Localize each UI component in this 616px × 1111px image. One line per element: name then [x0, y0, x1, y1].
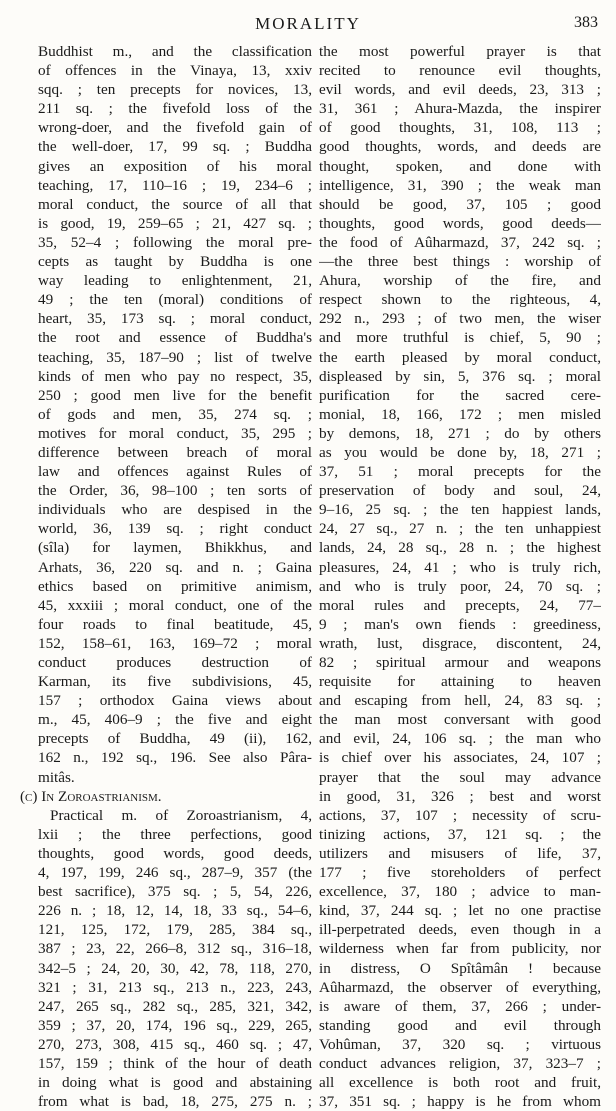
text-line: mitâs.: [38, 768, 75, 786]
text-line: 226 n. ; 18, 12, 14, 18, 33 sq., 54–6,: [38, 902, 312, 920]
text-line: lxii ; the three perfections, good: [38, 825, 312, 843]
text-line: the Order, 36, 98–100 ; ten sorts of: [38, 482, 312, 500]
text-line: monial, 18, 166, 172 ; men misled: [319, 405, 601, 423]
text-line: displeased by sin, 5, 376 sq. ; moral: [319, 367, 601, 385]
text-line: excellence, 37, 180 ; advice to man-: [319, 883, 601, 901]
text-line: 152, 158–61, 163, 169–72 ; moral: [38, 634, 312, 652]
text-line: in doing what is good and abstaining: [38, 1074, 312, 1092]
text-line: of gods and men, 35, 274 sq. ;: [38, 405, 312, 423]
text-line: 4, 197, 199, 246 sq., 287–9, 357 (the: [38, 864, 312, 882]
text-line: 359 ; 37, 20, 174, 196 sq., 229, 265,: [38, 1016, 312, 1034]
text-line: motives for moral conduct, 35, 295 ;: [38, 424, 312, 442]
text-line: teaching, 35, 187–90 ; list of twelve: [38, 348, 312, 366]
text-line: utilizers and misusers of life, 37,: [319, 844, 601, 862]
text-line: is good, 19, 259–65 ; 21, 427 sq. ;: [38, 214, 312, 232]
text-line: conduct produces destruction of: [38, 654, 312, 671]
text-line: sqq. ; ten precepts for novices, 13,: [38, 81, 312, 99]
text-line: the man most conversant with good: [319, 711, 601, 729]
text-line: the earth pleased by moral conduct,: [319, 348, 601, 366]
text-line: recited to renounce evil thoughts,: [319, 62, 601, 80]
text-line: Vohûman, 37, 320 sq. ; virtuous: [319, 1035, 601, 1053]
text-line: 35, 52–4 ; following the moral pre-: [38, 233, 312, 251]
text-line: Practical m. of Zoroastrianism, 4,: [50, 806, 312, 824]
text-line: teaching, 17, 110–16 ; 19, 234–6 ;: [38, 176, 312, 194]
text-line: and escaping from hell, 24, 83 sq. ;: [319, 692, 601, 710]
text-line: from what is bad, 18, 275, 275 n. ;: [38, 1093, 312, 1111]
text-line: 82 ; spiritual armour and weapons: [319, 654, 601, 671]
page-number: 383: [574, 14, 598, 31]
text-line: is aware of them, 37, 266 ; under-: [319, 997, 601, 1015]
page-header: [0, 12, 616, 38]
right-column: [319, 42, 601, 1111]
text-line: 250 ; good men live for the benefit: [38, 386, 312, 404]
text-line: evil words, and evil deeds, 23, 313 ;: [319, 81, 601, 99]
text-line: purification for the sacred cere-: [319, 386, 601, 404]
text-line: in good, 31, 326 ; best and worst: [319, 787, 601, 805]
text-line: Arhats, 36, 220 sq. and n. ; Gaina: [38, 558, 312, 576]
text-line: 45, xxxiii ; moral conduct, one of the: [38, 596, 312, 614]
text-line: Aûharmazd, the observer of everything,: [319, 978, 601, 996]
text-line: by demons, 18, 271 ; do by others: [319, 424, 601, 442]
text-line: thought, spoken, and done with: [319, 157, 601, 175]
text-line: 321 ; 31, 213 sq., 213 n., 223, 243,: [38, 978, 312, 996]
text-line: the root and essence of Buddha's: [38, 329, 312, 347]
text-line: heart, 35, 173 sq. ; moral conduct,: [38, 310, 312, 328]
text-line: and evil, 24, 106 sq. ; the man who: [319, 730, 601, 748]
text-line: ill-perpetrated deeds, even though in a: [319, 921, 601, 939]
text-line: thoughts, good words, good deeds—: [319, 214, 601, 232]
text-line: the well-doer, 17, 99 sq. ; Buddha: [38, 138, 312, 156]
text-line: 9 ; man's own fiends : greediness,: [319, 615, 601, 633]
text-line: 157, 159 ; think of the hour of death: [38, 1054, 312, 1072]
text-line: difference between breach of moral: [38, 443, 312, 461]
text-line: moral conduct, the source of all that: [38, 195, 312, 213]
text-line: law and offences against Rules of: [38, 463, 312, 481]
text-line: Ahura, worship of the fire, and: [319, 272, 601, 290]
text-line: kinds of men who pay no respect, 35,: [38, 367, 312, 385]
text-line: should be good, 37, 105 ; good: [319, 195, 601, 213]
text-line: intelligence, 31, 390 ; the weak man: [319, 176, 601, 194]
text-line: 31, 361 ; Ahura-Mazda, the inspirer: [319, 100, 601, 118]
text-line: precepts of Buddha, 49 (ii), 162,: [38, 730, 312, 748]
text-line: 9–16, 25 sq. ; the ten happiest lands,: [319, 501, 601, 519]
text-line: of offences in the Vinaya, 13, xxiv: [38, 62, 312, 80]
text-line: (sîla) for laymen, Bhikkhus, and: [38, 539, 312, 557]
text-line: —the three best things : worship of: [319, 253, 601, 271]
text-line: wrong-doer, and the fivefold gain of: [38, 119, 312, 137]
text-line: 157 ; orthodox Gaina views about: [38, 692, 312, 710]
text-line: conduct advances religion, 37, 323–7 ;: [319, 1054, 601, 1072]
running-title: MORALITY: [255, 14, 361, 33]
section-heading: (c) In Zoroastrianism.: [20, 787, 162, 805]
text-line: prayer that the soul may advance: [319, 768, 601, 786]
text-line: 270, 273, 308, 415 sq., 460 sq. ; 47,: [38, 1035, 312, 1053]
text-line: pleasures, 24, 41 ; who is truly rich,: [319, 558, 601, 576]
text-line: as you would be done by, 18, 271 ;: [319, 443, 601, 461]
text-line: 37, 351 sq. ; happy is he from whom: [319, 1093, 601, 1111]
text-line: 387 ; 23, 22, 266–8, 312 sq., 316–18,: [38, 940, 312, 958]
text-line: 342–5 ; 24, 20, 30, 42, 78, 118, 270,: [38, 959, 312, 977]
text-line: actions, 37, 107 ; necessity of scru-: [319, 806, 601, 824]
text-line: is chief over his associates, 24, 107 ;: [319, 749, 601, 767]
text-line: and who is truly poor, 24, 70 sq. ;: [319, 577, 601, 595]
text-line: good thoughts, words, and deeds are: [319, 138, 601, 156]
text-line: in distress, O Spîtâmân ! because: [319, 959, 601, 977]
text-line: best sacrifice), 375 sq. ; 5, 54, 226,: [38, 883, 312, 901]
text-line: 247, 265 sq., 282 sq., 285, 321, 342,: [38, 997, 312, 1015]
text-line: 162 n., 192 sq., 196. See also Pâra-: [38, 749, 312, 767]
text-line: world, 36, 139 sq. ; right conduct: [38, 520, 312, 538]
text-line: 121, 125, 172, 179, 285, 384 sq.,: [38, 921, 312, 939]
text-line: moral rules and precepts, 24, 77–: [319, 596, 601, 614]
text-line: wrath, lust, disgrace, discontent, 24,: [319, 634, 601, 652]
text-line: preservation of body and soul, 24,: [319, 482, 601, 500]
text-line: four roads to final beatitude, 45,: [38, 615, 312, 633]
text-line: 177 ; five storeholders of perfect: [319, 864, 601, 882]
text-line: tinizing actions, 37, 121 sq. ; the: [319, 825, 601, 843]
text-line: m., 45, 406–9 ; the five and eight: [38, 711, 312, 729]
text-line: cepts as taught by Buddha is one: [38, 253, 312, 271]
text-line: lands, 24, 28 sq., 28 n. ; the highest: [319, 539, 601, 557]
text-line: individuals who are despised in the: [38, 501, 312, 519]
text-line: kind, 37, 244 sq. ; let no one practise: [319, 902, 601, 920]
left-column: [20, 42, 312, 1111]
text-line: ethics based on primitive animism,: [38, 577, 312, 595]
text-line: thoughts, good words, good deeds,: [38, 844, 312, 862]
text-line: Buddhist m., and the classification: [38, 43, 312, 60]
text-line: requisite for attaining to heaven: [319, 673, 601, 691]
text-line: wilderness when far from publicity, nor: [319, 940, 601, 958]
text-line: gives an exposition of his moral: [38, 157, 312, 175]
text-line: and more truthful is chief, 5, 90 ;: [319, 329, 601, 347]
text-line: 211 sq. ; the fivefold loss of the: [38, 100, 312, 118]
text-line: the most powerful prayer is that: [319, 43, 601, 60]
text-line: respect shown to the righteous, 4,: [319, 291, 601, 309]
text-line: of good thoughts, 31, 108, 113 ;: [319, 119, 601, 137]
text-line: 292 n., 293 ; of two men, the wiser: [319, 310, 601, 328]
text-line: the food of Aûharmazd, 37, 242 sq. ;: [319, 233, 601, 251]
text-line: all excellence is both root and fruit,: [319, 1074, 601, 1092]
text-line: 49 ; the ten (moral) conditions of: [38, 291, 312, 309]
text-line: Karman, its five subdivisions, 45,: [38, 673, 312, 691]
text-line: standing good and evil through: [319, 1016, 601, 1034]
text-line: way leading to enlightenment, 21,: [38, 272, 312, 290]
text-line: 24, 27 sq., 27 n. ; the ten unhappiest: [319, 520, 601, 538]
text-line: 37, 51 ; moral precepts for the: [319, 463, 601, 481]
